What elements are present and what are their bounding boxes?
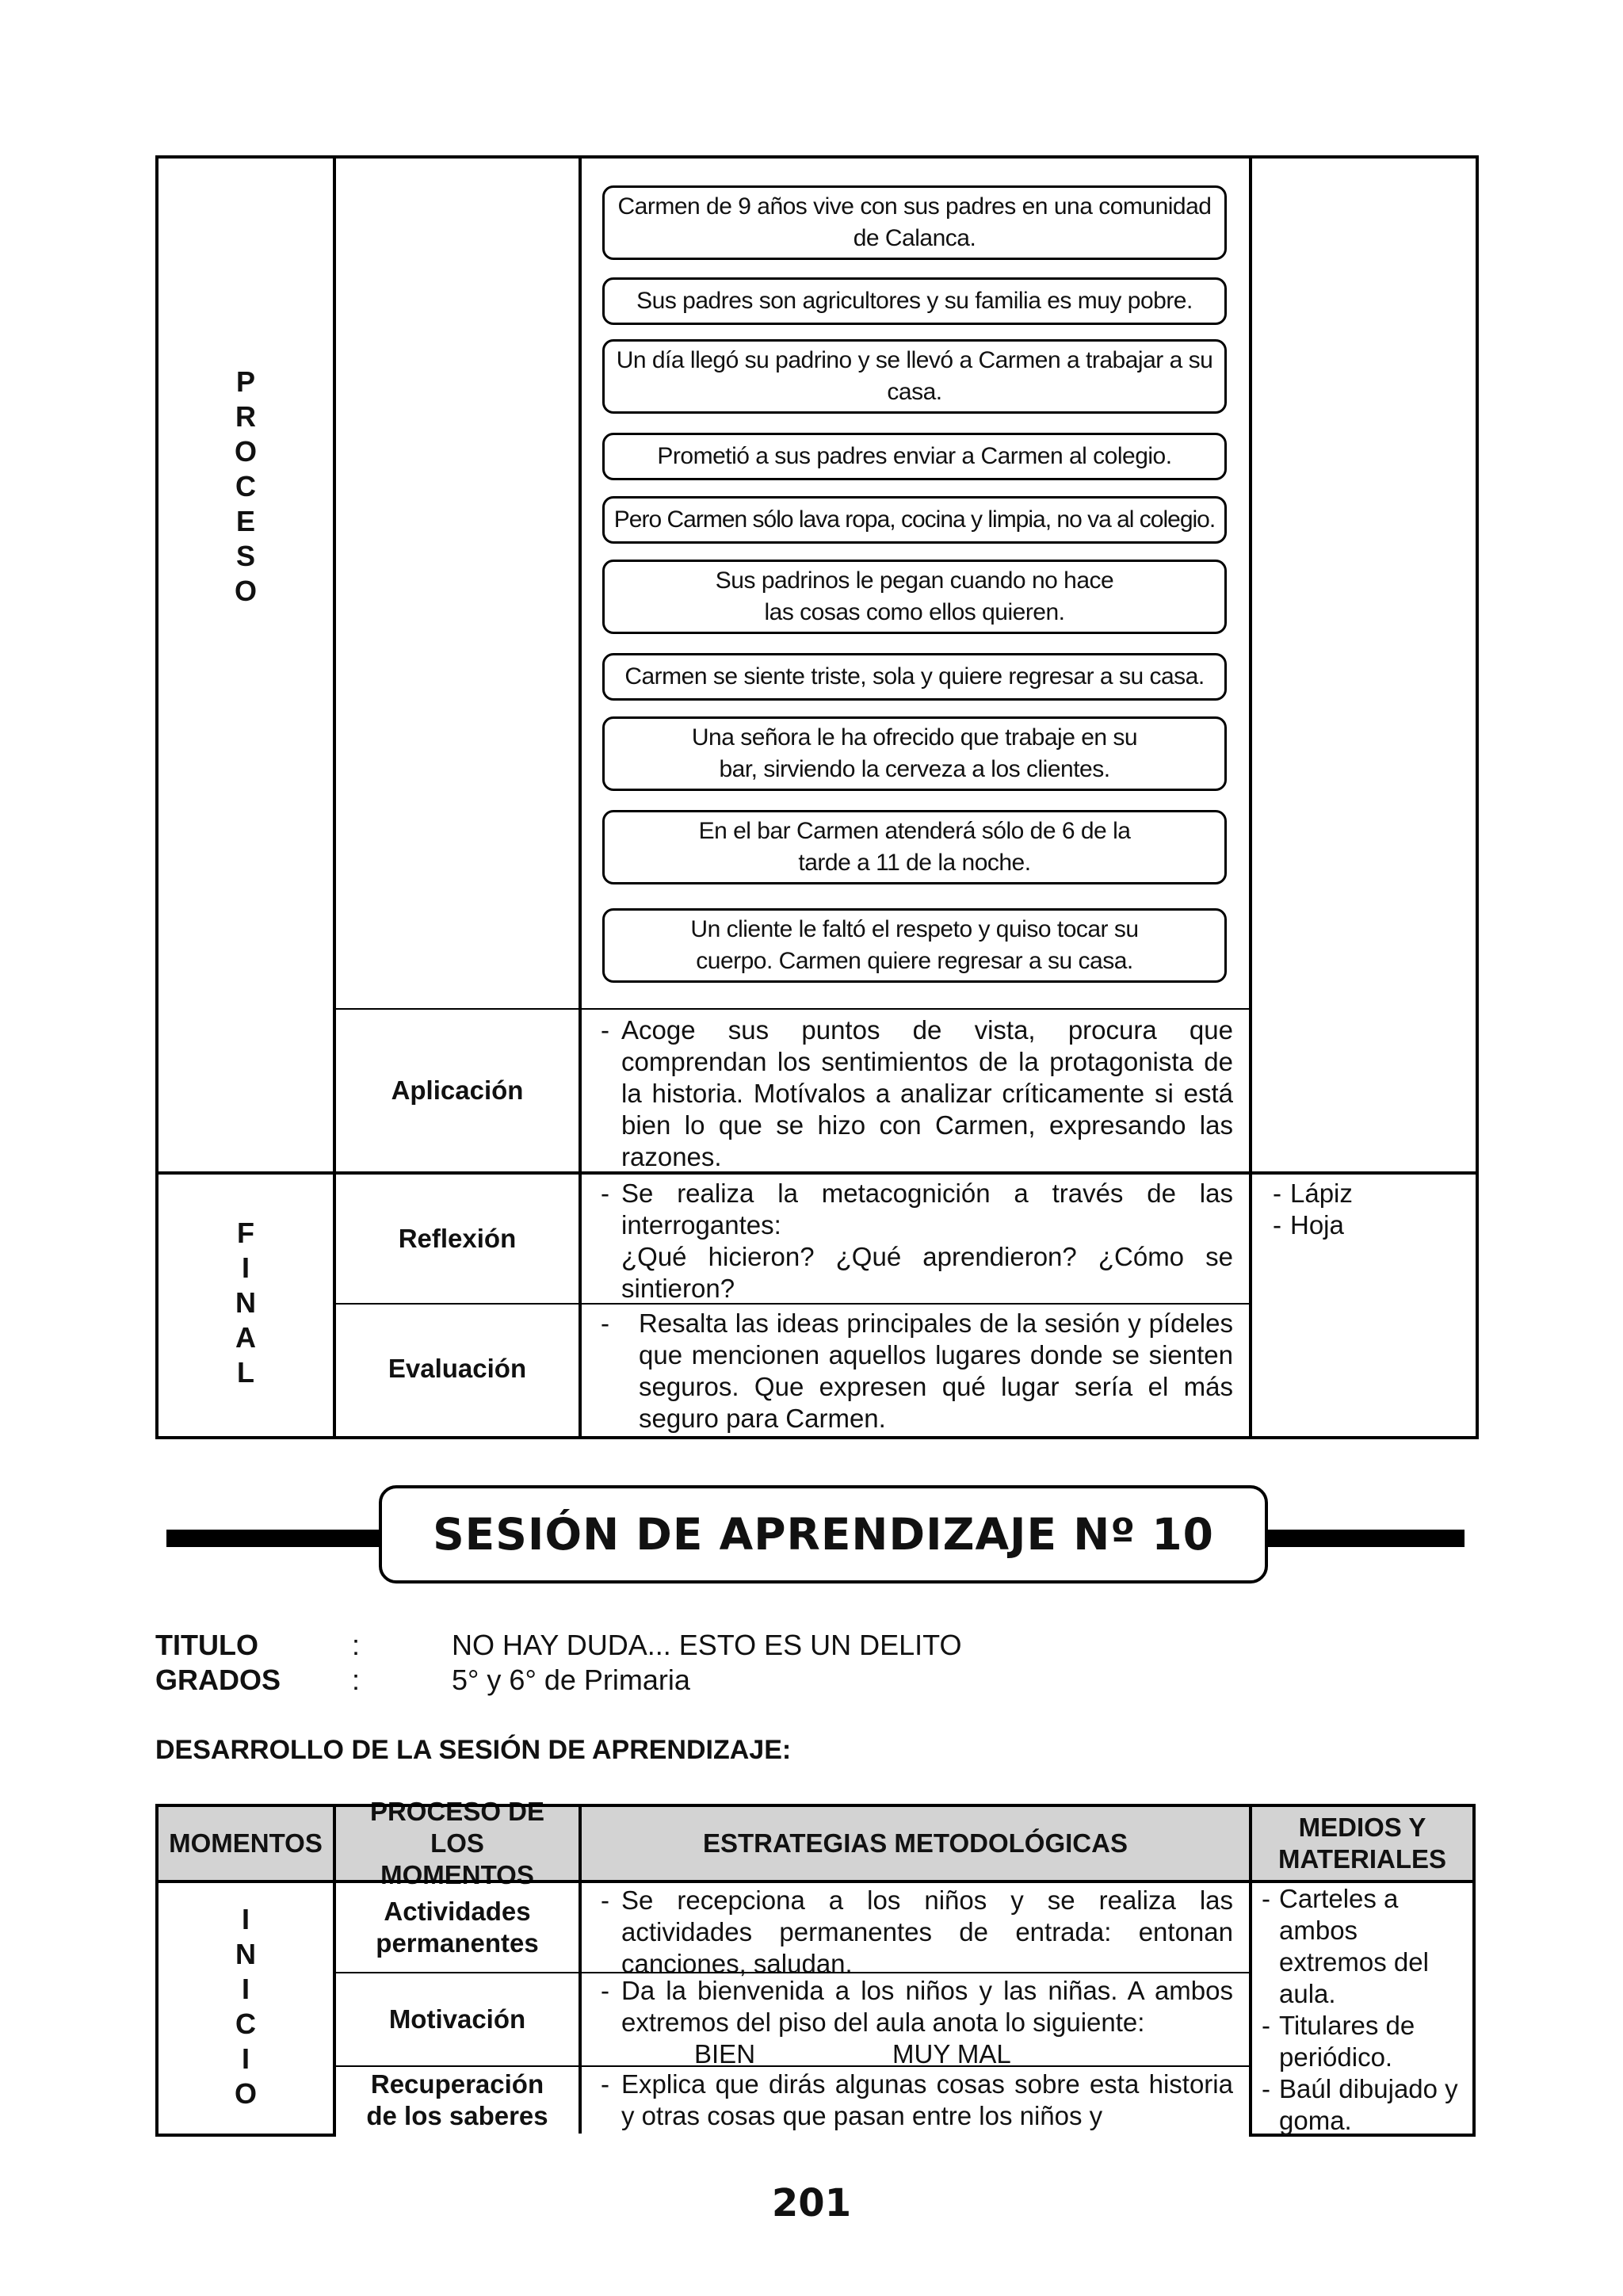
reflexion-text: - Se realiza la metacognición a través de las interrogantes: ¿Qué hicieron? ¿Qué aprendieron? ¿Cómo se sintieron?: [601, 1179, 1233, 1303]
story-box: Carmen se siente triste, sola y quiere regresar a su casa.: [602, 653, 1227, 701]
banner-bar-right: [1265, 1530, 1465, 1547]
label-evaluacion: Evaluación: [388, 1354, 527, 1383]
col-line: [579, 155, 582, 1436]
story-box: Pero Carmen sólo lava ropa, cocina y limpia, no va al colegio.: [602, 496, 1227, 544]
moment-proceso: P R O C E S O: [234, 365, 257, 607]
story-box: Prometió a sus padres enviar a Carmen al colegio.: [602, 433, 1227, 480]
col-line: [155, 1804, 158, 2137]
bullet-dash: -: [601, 1885, 609, 1915]
story-box: Un cliente le faltó el respeto y quiso tocar su cuerpo. Carmen quiere regresar a su casa.: [602, 908, 1227, 983]
label-aplicacion: Aplicación: [391, 1075, 524, 1105]
banner-title: SESIÓN DE APRENDIZAJE Nº 10: [379, 1485, 1268, 1584]
row-line: [155, 2134, 336, 2137]
header-proceso: PROCESO DE LOS MOMENTOS: [336, 1807, 579, 1880]
materials-inicio: [1258, 1883, 1466, 2137]
motivacion-bien: BIEN: [694, 2039, 756, 2069]
label-motivacion: Motivación: [388, 2004, 526, 2034]
bullet-dash: -: [601, 2069, 609, 2099]
motivacion-text: - Da la bienvenida a los niños y las niñas. A ambos extremos del piso del aula anota lo siguiente:: [601, 1976, 1233, 2037]
story-box: Sus padres son agricultores y su familia es muy pobre.: [602, 277, 1227, 325]
col-line: [1249, 155, 1252, 1436]
col-line: [1249, 1804, 1252, 2137]
grados-label: GRADOS: [155, 1664, 281, 1696]
grados-value: 5° y 6° de Primaria: [452, 1664, 690, 1696]
list-item: - Baúl dibujado y goma.: [1258, 2073, 1466, 2137]
row-line: [155, 1804, 1476, 1807]
grados-sep: :: [352, 1664, 361, 1696]
titulo-value: NO HAY DUDA... ESTO ES UN DELITO: [452, 1629, 962, 1661]
header-estrategias: ESTRATEGIAS METODOLÓGICAS: [582, 1807, 1249, 1880]
col-line: [579, 1804, 582, 2134]
list-item: - Lápiz: [1270, 1178, 1460, 1209]
list-item: - Titulares de periódico.: [1258, 2010, 1466, 2073]
titulo-label: TITULO: [155, 1629, 258, 1661]
header-momentos: MOMENTOS: [158, 1807, 333, 1880]
titulo-sep: :: [352, 1629, 361, 1661]
moment-inicio: I N I C I O: [234, 1903, 257, 2110]
list-item: - Hoja: [1270, 1209, 1460, 1241]
evaluacion-text: - Resalta las ideas principales de la sesión y pídeles que mencionen aquellos lugares donde se sienten seguros. Que expresen qué lugar sería el más seguro para Carmen.: [601, 1308, 1233, 1433]
motivacion-muy-mal: MUY MAL: [892, 2039, 1011, 2069]
bullet-dash: -: [601, 1015, 609, 1045]
recuperacion-text: - Explica que dirás algunas cosas sobre esta historia y otras cosas que pasan entre los niños y: [601, 2069, 1233, 2130]
story-box: Sus padrinos le pegan cuando no hace las cosas como ellos quieren.: [602, 560, 1227, 634]
desarrollo-heading: DESARROLLO DE LA SESIÓN DE APRENDIZAJE:: [155, 1735, 792, 1765]
story-box: En el bar Carmen atenderá sólo de 6 de la tarde a 11 de la noche.: [602, 810, 1227, 884]
story-box: Carmen de 9 años vive con sus padres en una comunidad de Calanca.: [602, 185, 1227, 260]
bullet-dash: -: [601, 1976, 609, 2005]
label-reflexion: Reflexión: [398, 1224, 517, 1253]
moment-final: F I N A L: [235, 1217, 256, 1389]
label-recuperacion: Recuperación de los saberes: [366, 2069, 548, 2130]
actividades-text: - Se recepciona a los niños y se realiza las actividades permanentes de entrada: entonan canciones, saludan.: [601, 1885, 1233, 1978]
list-item: - Carteles a ambos extremos del aula.: [1258, 1883, 1466, 2010]
banner-bar-left: [166, 1530, 380, 1547]
story-box: Un día llegó su padrino y se llevó a Carmen a trabajar a su casa.: [602, 339, 1227, 414]
header-medios: MEDIOS Y MATERIALES: [1252, 1807, 1472, 1880]
aplicacion-text: - Acoge sus puntos de vista, procura que comprendan los sentimientos de la protagonista de la historia. Motívalos a analizar críticamente si está bien lo que se hizo con Carmen, expresando las razones.: [601, 1015, 1233, 1171]
col-line: [1472, 1804, 1476, 2137]
materials-final: [1270, 1178, 1460, 1241]
story-box: Una señora le ha ofrecido que trabaje en su bar, sirviendo la cerveza a los clientes.: [602, 716, 1227, 791]
label-actividades: Actividades permanentes: [376, 1897, 539, 1958]
page-number: 201: [771, 2181, 852, 2225]
bullet-dash: -: [601, 1179, 609, 1208]
bullet-dash: -: [601, 1308, 609, 1338]
